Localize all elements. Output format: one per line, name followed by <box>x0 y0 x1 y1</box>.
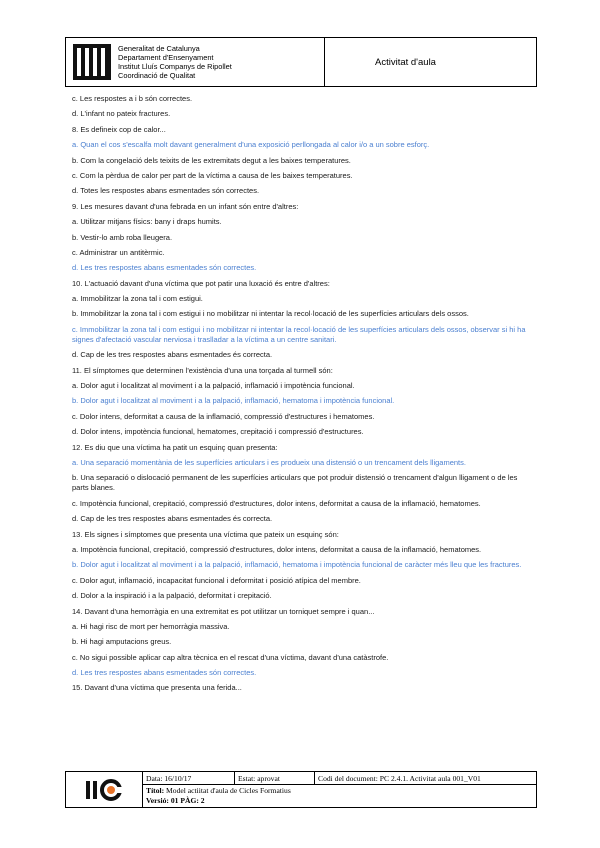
question-line: a. Dolor agut i localitzat al moviment i a la palpació, inflamació i impotència funcional. <box>72 381 355 391</box>
footer-page: PÀG: 2 <box>180 796 205 805</box>
document-header <box>65 37 537 87</box>
correct-answer-line: a. Una separació momentània de les superfícies articulars i es produeix una distensió o un trencament dels lligaments. <box>72 457 466 467</box>
question-line: b. Vestir-lo amb roba lleugera. <box>72 232 173 242</box>
footer-logo <box>66 772 143 807</box>
question-line: d. Totes les respostes abans esmentades són correctes. <box>72 186 260 196</box>
institution-line: Institut Lluís Companys de Ripollet <box>118 62 232 71</box>
footer-date: Data: 16/10/17 <box>143 772 235 784</box>
question-line: d. L'infant no pateix fractures. <box>72 109 171 119</box>
question-line: 13. Els signes i símptomes que presenta una víctima que pateix un esquinç són: <box>72 529 339 539</box>
question-line: c. Les respostes a i b són correctes. <box>72 94 193 103</box>
question-line: 9. Les mesures davant d'una febrada en un infant són entre d'altres: <box>72 201 299 211</box>
institution-line: Departament d'Ensenyament <box>118 52 214 62</box>
footer-title-value: Model actiitat d'aula de Cicles Formatius <box>166 786 291 795</box>
question-line: c. No sigui possible aplicar cap altra tècnica en el rescat d'una víctima, davant d'una catàstrofe. <box>72 652 389 662</box>
question-line: d. Cap de les tres respostes abans esmentades és correcta. <box>72 514 273 524</box>
question-line: c. Com la pèrdua de calor per part de la víctima a causa de les baixes temperatures. <box>72 170 353 180</box>
question-line: 12. Es diu que una víctima ha patit un esquinç quan presenta: <box>72 442 278 452</box>
question-line: b. Hi hagi amputacions greus. <box>72 637 172 647</box>
correct-answer-line: d. Les tres respostes abans esmentades són correctes. <box>72 263 257 273</box>
footer-version-row <box>146 796 536 806</box>
institution-line: Generalitat de Catalunya <box>118 43 200 53</box>
iic-logo-icon <box>82 778 126 802</box>
document-footer <box>65 771 537 808</box>
question-line: b. Immobilitzar la zona tal i com estigui i no mobilitzar ni intentar la recol·locació de les superfícies articulars dels ossos. <box>72 309 469 319</box>
footer-status: Estat: aprovat <box>235 772 315 784</box>
question-line: d. Cap de les tres respostes abans esmentades és correcta. <box>72 350 273 360</box>
header-title: Activitat d'aula <box>375 56 436 68</box>
correct-answer-line: b. Dolor agut i localitzat al moviment i a la palpació, inflamació, hematoma i impotència funcional de caràcter més lleu que les fractures. <box>72 560 522 570</box>
institution-line: Coordinació de Qualitat <box>118 71 196 81</box>
question-line: 10. L'actuació davant d'una víctima que pot patir una luxació és entre d'altres: <box>72 278 330 288</box>
question-line: a. Utilitzar mitjans físics: bany i draps humits. <box>72 217 222 227</box>
question-line: a. Impotència funcional, crepitació, compressió d'estructures, dolor intens, deformitat a causa de la inflamació, hematomes. <box>72 544 482 554</box>
correct-answer-line: c. Immobilitzar la zona tal i com estigui i no mobilitzar ni intentar la recol·locació de les superfícies articulars dels ossos, observar si hi ha signes d'afectació vascular nerviosa i traslladar a la víctima a un centre sanitari. <box>72 324 526 344</box>
question-line: c. Administrar un antitèrmic. <box>72 247 165 257</box>
footer-version: Versió: 01 <box>146 796 179 805</box>
question-line: d. Dolor a la inspiració i a la palpació, deformitat i crepitació. <box>72 591 272 601</box>
question-line: 14. Davant d'una hemorràgia en una extremitat es pot utilitzar un torniquet sempre i quan... <box>72 606 375 616</box>
question-line: 8. Es defineix cop de calor... <box>72 124 166 134</box>
question-line: a. Immobilitzar la zona tal i com estigui. <box>72 294 203 304</box>
question-line: b. Una separació o dislocació permanent de les superfícies articulars que pot produir distensió o trencament d'algun lligament o de les parts blanes. <box>72 473 518 493</box>
footer-title-label: Títol: <box>146 786 165 795</box>
question-line: b. Com la congelació dels teixits de les extremitats degut a les baixes temperatures. <box>72 155 351 165</box>
correct-answer-line: a. Quan el cos s'escalfa molt davant generalment d'una exposició perllongada al calor i/o a un sobre esforç. <box>72 140 430 150</box>
footer-title-row <box>146 786 536 796</box>
correct-answer-line: d. Les tres respostes abans esmentades són correctes. <box>72 668 257 678</box>
footer-info <box>143 772 536 807</box>
question-line: 11. El símptomes que determinen l'existència d'una una torçada al turmell són: <box>72 365 333 375</box>
generalitat-seal-icon <box>72 43 112 81</box>
correct-answer-line: b. Dolor agut i localitzat al moviment i a la palpació, inflamació, hematoma i impotència funcional. <box>72 396 395 406</box>
question-line: a. Hi hagi risc de mort per hemorràgia massiva. <box>72 621 230 631</box>
footer-doc-code: Codi del document: PC 2.4.1. Activitat aula 001_V01 <box>318 773 481 783</box>
question-line: c. Impotència funcional, crepitació, compressió d'estructures, dolor intens, deformitat a causa de la inflamació, hematomes. <box>72 498 481 508</box>
question-line: 15. Davant d'una víctima que presenta una ferida... <box>72 683 242 693</box>
question-line: c. Dolor agut, inflamació, incapacitat funcional i deformitat i posició atípica del membre. <box>72 575 361 585</box>
question-list <box>72 94 534 699</box>
question-line: c. Dolor intens, deformitat a causa de la inflamació, compressió d'estructures i hematomes. <box>72 411 375 421</box>
institution-lines <box>118 44 232 81</box>
header-institution <box>66 38 325 86</box>
question-line: d. Dolor intens, impotència funcional, hematomes, crepitació i compressió d'estructures. <box>72 427 364 437</box>
